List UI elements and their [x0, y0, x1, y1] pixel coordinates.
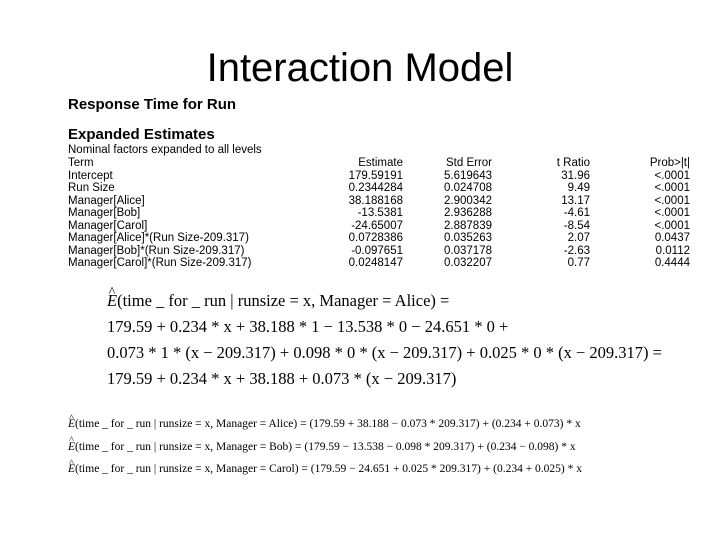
value-cell: 9.49 [567, 182, 590, 194]
equation-text: (time _ for _ run | runsize = x, Manager = Carol) = (179.59 − 24.651 + 0.025 * 209.317) + (0.234 + 0.025) * x [75, 463, 583, 475]
value-cell: 2.936288 [444, 207, 492, 219]
value-cell: 0.0728386 [348, 232, 403, 244]
value-cell: -4.61 [563, 207, 590, 219]
column-header: Term [68, 157, 94, 169]
section-heading: Expanded Estimates [68, 126, 215, 143]
final-equations-block [68, 413, 582, 481]
table-row [68, 182, 690, 195]
jmp-report [68, 96, 708, 270]
value-cell: 31.96 [561, 169, 590, 182]
value-cell: 0.037178 [444, 244, 492, 257]
term-cell: Run Size [68, 182, 115, 194]
value-cell: 0.2344284 [348, 182, 403, 194]
value-cell: -0.097651 [351, 244, 403, 257]
value-cell: 0.024708 [444, 182, 492, 194]
value-cell: -2.63 [563, 244, 590, 257]
value-cell: <.0001 [654, 169, 690, 182]
term-cell: Manager[Carol]*(Run Size-209.317) [68, 257, 252, 269]
value-cell: 0.4444 [654, 257, 690, 269]
equation-text: (time _ for _ run | runsize = x, Manager = Bob) = (179.59 − 13.538 − 0.098 * 209.317) + (0.234 − 0.098) * x [75, 440, 576, 453]
column-header: Prob>|t| [649, 157, 690, 169]
value-cell: <.0001 [654, 194, 690, 207]
value-cell: 0.0437 [654, 232, 690, 244]
value-cell: <.0001 [654, 182, 690, 194]
table-row [68, 170, 690, 183]
value-cell: 2.900342 [444, 194, 492, 207]
table-header-row [68, 157, 690, 170]
hat-e-symbol: ^ E [68, 413, 75, 436]
value-cell: 5.619643 [444, 169, 492, 182]
term-cell: Manager[Alice] [68, 194, 145, 207]
term-cell: Intercept [68, 169, 113, 182]
estimates-table [68, 157, 690, 270]
report-heading: Response Time for Run [68, 96, 237, 113]
value-cell: 0.035263 [444, 232, 492, 244]
slide-title: Interaction Model [206, 46, 514, 90]
value-cell: -13.5381 [357, 207, 403, 219]
table-row [68, 257, 690, 270]
derivation-line [107, 288, 662, 314]
derivation-line: 179.59 + 0.234 * x + 38.188 + 0.073 * (x − 209.317) [107, 369, 457, 388]
value-cell: 2.887839 [444, 219, 492, 232]
table-row [68, 195, 690, 208]
value-cell: 0.77 [567, 257, 590, 269]
value-cell: 0.032207 [444, 257, 492, 269]
equation-text: (time _ for _ run | runsize = x, Manager = Alice) = [117, 291, 450, 310]
equation-text: (time _ for _ run | runsize = x, Manager = Alice) = (179.59 + 38.188 − 0.073 * 209.317) + (0.234 + 0.073) * x [75, 418, 581, 430]
value-cell: -8.54 [563, 219, 590, 232]
column-header: Std Error [445, 157, 492, 169]
hat-e-symbol: ^ E [68, 458, 75, 481]
final-equation-alice [68, 413, 582, 436]
derivation-line: 0.073 * 1 * (x − 209.317) + 0.098 * 0 * (x − 209.317) + 0.025 * 0 * (x − 209.317) = [107, 343, 662, 362]
table-row [68, 245, 690, 258]
term-cell: Manager[Alice]*(Run Size-209.317) [68, 232, 249, 244]
value-cell: <.0001 [654, 207, 690, 219]
derivation-line: 179.59 + 0.234 * x + 38.188 * 1 − 13.538 * 0 − 24.651 * 0 + [107, 317, 509, 336]
final-equation-bob [68, 436, 582, 459]
term-cell: Manager[Bob] [68, 207, 141, 219]
value-cell: -24.65007 [351, 219, 403, 232]
value-cell: 2.07 [567, 232, 590, 244]
term-cell: Manager[Bob]*(Run Size-209.317) [68, 244, 245, 257]
table-row [68, 232, 690, 245]
column-header: Estimate [358, 157, 403, 169]
hat-e-symbol: ^ E [107, 288, 117, 314]
derivation-block [107, 288, 662, 392]
value-cell: 38.188168 [348, 194, 403, 207]
value-cell: 179.59191 [348, 169, 403, 182]
value-cell: 13.17 [561, 194, 590, 207]
value-cell: 0.0112 [655, 244, 690, 257]
final-equation-carol [68, 458, 582, 481]
hat-e-symbol: ^ E [68, 436, 75, 459]
value-cell: <.0001 [654, 219, 690, 232]
value-cell: 0.0248147 [348, 257, 403, 269]
term-cell: Manager[Carol] [68, 219, 148, 232]
table-row [68, 220, 690, 233]
column-header: t Ratio [556, 157, 590, 169]
table-row [68, 207, 690, 220]
section-note: Nominal factors expanded to all levels [68, 144, 262, 156]
